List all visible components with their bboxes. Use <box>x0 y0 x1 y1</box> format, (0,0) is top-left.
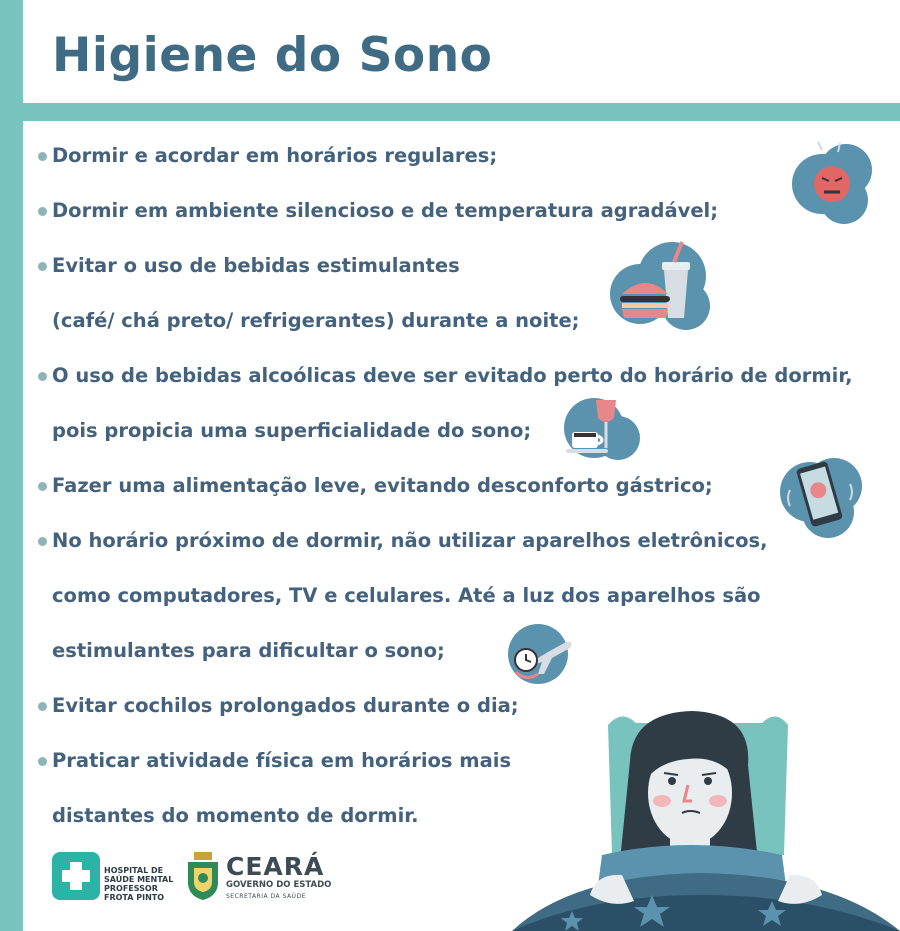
hospital-name <box>104 866 173 902</box>
tip-line: distantes do momento de dormir. <box>52 804 419 827</box>
tip-line: estimulantes para dificultar o sono; <box>52 639 445 662</box>
tip-line: O uso de bebidas alcoólicas deve ser evitado perto do horário de dormir, <box>52 364 853 387</box>
bullet <box>38 702 47 711</box>
bullet <box>38 537 47 546</box>
phone-icon <box>776 450 866 540</box>
burger-soda-icon <box>606 236 714 336</box>
tip-line: Dormir em ambiente silencioso e de temperatura agradável; <box>52 199 719 222</box>
ceara-coat-of-arms-logo <box>184 852 222 900</box>
tip-line: Praticar atividade física em horários mais <box>52 749 512 772</box>
ceara-government-label: GOVERNO DO ESTADO <box>226 880 332 890</box>
tip-line: como computadores, TV e celulares. Até a luz dos aparelhos são <box>52 584 761 607</box>
ceara-name: CEARÁ <box>226 852 325 881</box>
bullet <box>38 207 47 216</box>
header-divider <box>23 103 900 121</box>
tip-line: (café/ chá preto/ refrigerantes) durante a noite; <box>52 309 580 332</box>
left-accent-bar <box>0 0 23 931</box>
tip-line: Dormir e acordar em horários regulares; <box>52 144 498 167</box>
tip-line: No horário próximo de dormir, não utilizar aparelhos eletrônicos, <box>52 529 768 552</box>
page-title: Higiene do Sono <box>52 28 493 83</box>
hospital-name-line: SAÚDE MENTAL <box>104 875 174 884</box>
bullet <box>38 372 47 381</box>
angry-face-icon <box>788 140 876 226</box>
hospital-name-line: FROTA PINTO <box>104 893 165 902</box>
bullet <box>38 482 47 491</box>
tip-line: pois propicia uma superficialidade do sono; <box>52 419 532 442</box>
tip-line: Evitar o uso de bebidas estimulantes <box>52 254 460 277</box>
hospital-logo <box>52 852 100 900</box>
hospital-name-line: PROFESSOR <box>104 884 158 893</box>
bullet <box>38 757 47 766</box>
hospital-name-line: HOSPITAL DE <box>104 866 164 875</box>
clock-plane-icon <box>504 622 580 688</box>
bullet <box>38 262 47 271</box>
tip-line: Evitar cochilos prolongados durante o dia; <box>52 694 519 717</box>
bullet <box>38 152 47 161</box>
wine-coffee-icon <box>562 392 642 464</box>
tip-line: Fazer uma alimentação leve, evitando desconforto gástrico; <box>52 474 713 497</box>
ceara-health-secretariat-label: SECRETARIA DA SAÚDE <box>226 893 306 900</box>
tired-girl-illustration <box>512 705 900 931</box>
